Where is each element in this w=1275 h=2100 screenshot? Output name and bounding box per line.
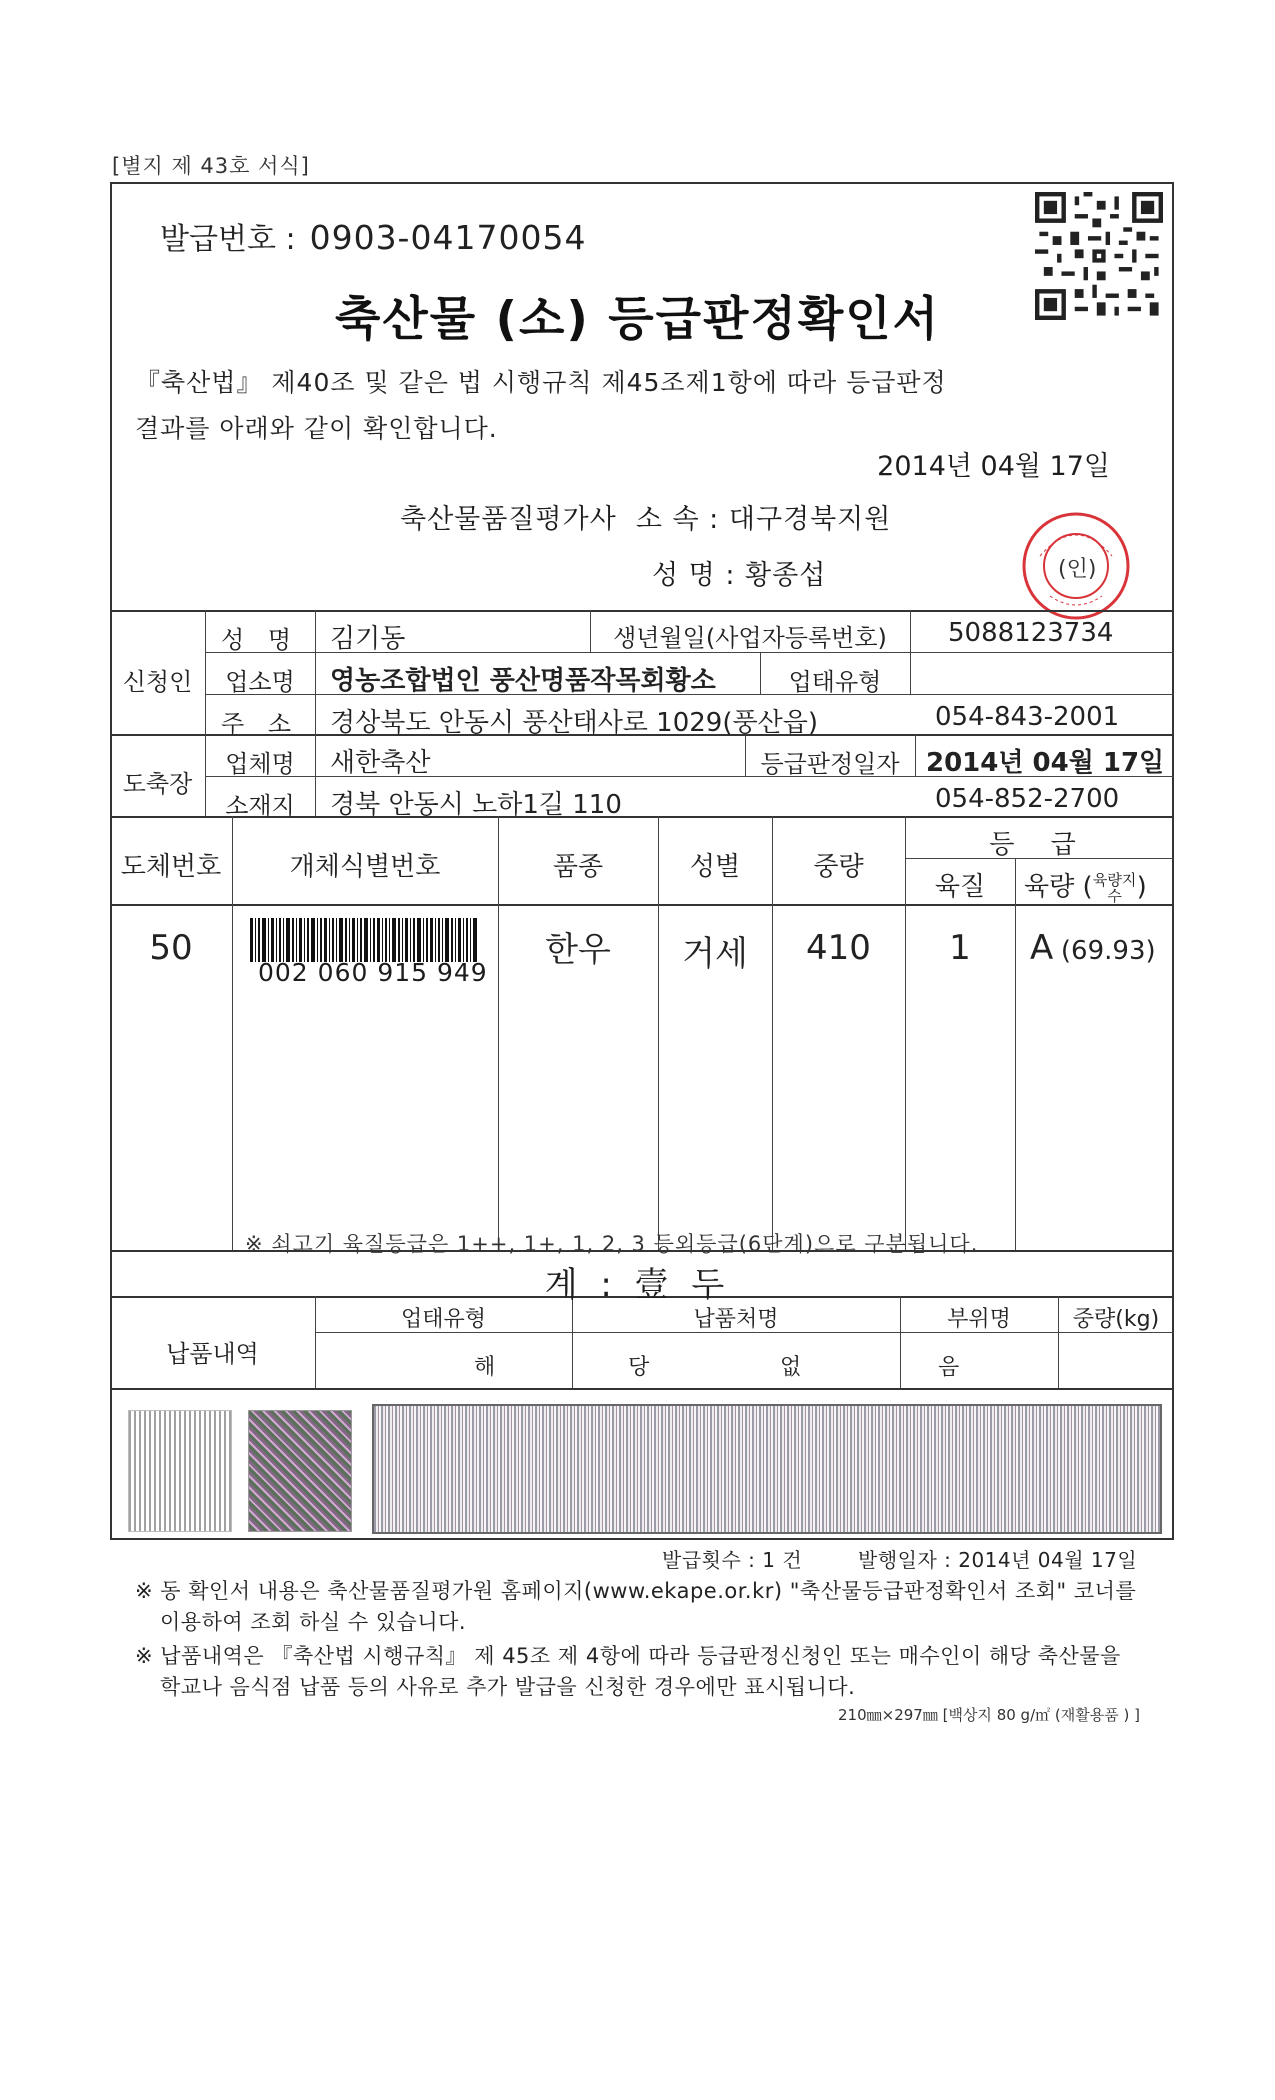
address-phone: 054-843-2001 bbox=[935, 702, 1120, 732]
divider bbox=[315, 610, 316, 816]
security-pattern bbox=[248, 1410, 352, 1532]
footnote: 이용하여 조회 하실 수 있습니다. bbox=[160, 1610, 467, 1634]
barcode-icon bbox=[250, 918, 478, 962]
grader-name-value: 황종섭 bbox=[745, 560, 827, 591]
delivery-header-weight: 중량(kg) bbox=[1072, 1307, 1160, 1332]
grade-date-label: 등급판정일자 bbox=[760, 750, 900, 778]
grader-dept-label: 소 속 : bbox=[635, 504, 720, 535]
location-value: 경북 안동시 노하1길 110 bbox=[330, 790, 622, 820]
delivery-empty-mark: 없 bbox=[780, 1355, 802, 1380]
business-label: 업소명 bbox=[225, 668, 295, 696]
sex-value: 거세 bbox=[682, 934, 748, 974]
divider bbox=[110, 610, 1174, 612]
delivery-header-type: 업태유형 bbox=[400, 1307, 486, 1332]
grader-department bbox=[400, 497, 891, 536]
grader-name bbox=[652, 553, 826, 592]
issue-number-value: 0903-04170054 bbox=[309, 218, 587, 257]
security-pattern bbox=[128, 1410, 232, 1532]
legal-text bbox=[135, 360, 1095, 452]
weight-value: 410 bbox=[806, 928, 871, 968]
id-number: 002 060 915 949 bbox=[258, 958, 488, 987]
issue-count: 발급횟수 : 1 건 bbox=[662, 1548, 803, 1572]
legal-text-line: 『축산법』 제40조 및 같은 법 시행규칙 제45조제1항에 따라 등급판정 bbox=[135, 368, 947, 397]
divider bbox=[110, 1388, 1174, 1390]
sex-header: 성별 bbox=[689, 852, 741, 882]
issue-number bbox=[160, 214, 586, 258]
security-pattern bbox=[372, 1404, 1162, 1534]
yield-grade-letter: A bbox=[1030, 928, 1054, 968]
footnote: ※ 납품내역은 『축산법 시행규칙』 제 45조 제 4항에 따라 등급판정신청인 또는 매수인이 해당 축산물을 bbox=[135, 1644, 1121, 1668]
yield-header-close: ) bbox=[1136, 872, 1147, 902]
breed-value: 한우 bbox=[545, 930, 611, 970]
delivery-label: 납품내역 bbox=[166, 1340, 259, 1368]
yield-header-label: 육량 ( bbox=[1024, 872, 1093, 902]
quality-header: 육질 bbox=[934, 872, 986, 902]
grade-date: 2014년 04월 17일 bbox=[926, 748, 1165, 778]
form-label: [별지 제 43호 서식] bbox=[112, 154, 310, 178]
quality-grade: 1 bbox=[949, 928, 971, 968]
carcass-no: 50 bbox=[149, 928, 193, 968]
business-type-label: 업태유형 bbox=[788, 668, 882, 696]
applicant-group-label: 신청인 bbox=[122, 668, 193, 696]
paper-spec: 210㎜×297㎜ [백상지 80 g/㎡ (재활용품 ) ] bbox=[838, 1706, 1140, 1724]
legal-text-line: 결과를 아래와 같이 확인합니다. bbox=[135, 414, 498, 443]
footnote: 학교나 음식점 납품 등의 사유로 추가 발급을 신청한 경우에만 표시됩니다. bbox=[160, 1675, 856, 1699]
slaughterhouse-group-label: 도축장 bbox=[122, 770, 193, 798]
document-title: 축산물 (소) 등급판정확인서 bbox=[334, 292, 941, 347]
id-no-header: 개체식별번호 bbox=[289, 852, 441, 882]
delivery-empty-mark: 당 bbox=[628, 1355, 650, 1380]
grade-header: 등 급 bbox=[989, 830, 1090, 860]
yield-grade bbox=[1030, 928, 1156, 968]
birth-value: 5088123734 bbox=[948, 618, 1114, 648]
print-date: 발행일자 : 2014년 04월 17일 bbox=[858, 1548, 1138, 1572]
grade-note: ※ 쇠고기 육질등급은 1++, 1+, 1, 2, 3 등외등급(6단계)으로 구분됩니다. bbox=[245, 1232, 979, 1256]
issue-date: 2014년 04월 17일 bbox=[877, 451, 1110, 482]
company-label: 업체명 bbox=[225, 750, 295, 778]
footnote: ※ 동 확인서 내용은 축산물품질평가원 홈페이지(www.ekape.or.kr) "축산물등급판정확인서 조회" 코너를 bbox=[135, 1579, 1137, 1603]
grader-dept: 대구경북지원 bbox=[728, 504, 892, 535]
location-phone: 054-852-2700 bbox=[935, 784, 1120, 814]
address-value: 경상북도 안동시 풍산태사로 1029(풍산읍) bbox=[330, 708, 818, 738]
yield-index: (69.93) bbox=[1060, 936, 1156, 966]
company-name: 새한축산 bbox=[330, 748, 431, 778]
delivery-header-destination: 납품처명 bbox=[693, 1307, 779, 1332]
location-label: 소재지 bbox=[225, 792, 295, 820]
applicant-name-label: 성 명 bbox=[221, 626, 299, 654]
business-name: 영농조합법인 풍산명품작목회황소 bbox=[330, 666, 716, 696]
yield-header bbox=[1024, 866, 1147, 904]
birth-label: 생년월일(사업자등록번호) bbox=[613, 624, 887, 652]
issue-number-label: 발급번호 : bbox=[160, 222, 296, 257]
seal-mark: (인) bbox=[1058, 557, 1097, 582]
delivery-header-part: 부위명 bbox=[947, 1307, 1011, 1332]
total-count: 계 : 壹 두 bbox=[544, 1265, 731, 1305]
grader-name-label: 성 명 : bbox=[652, 560, 736, 591]
applicant-name: 김기동 bbox=[330, 624, 406, 654]
delivery-empty-mark: 해 bbox=[474, 1355, 496, 1380]
yield-index-header: 육량지수 bbox=[1092, 870, 1137, 905]
divider bbox=[910, 652, 911, 694]
delivery-empty-mark: 음 bbox=[938, 1355, 960, 1380]
divider bbox=[910, 610, 911, 652]
grader-title: 축산물품질평가사 bbox=[400, 504, 617, 535]
weight-header: 중량 bbox=[813, 852, 864, 882]
divider bbox=[915, 734, 916, 776]
address-label: 주 소 bbox=[221, 710, 299, 738]
carcass-no-header: 도체번호 bbox=[120, 852, 222, 882]
divider bbox=[1015, 858, 1016, 1250]
breed-header: 품종 bbox=[552, 852, 604, 882]
